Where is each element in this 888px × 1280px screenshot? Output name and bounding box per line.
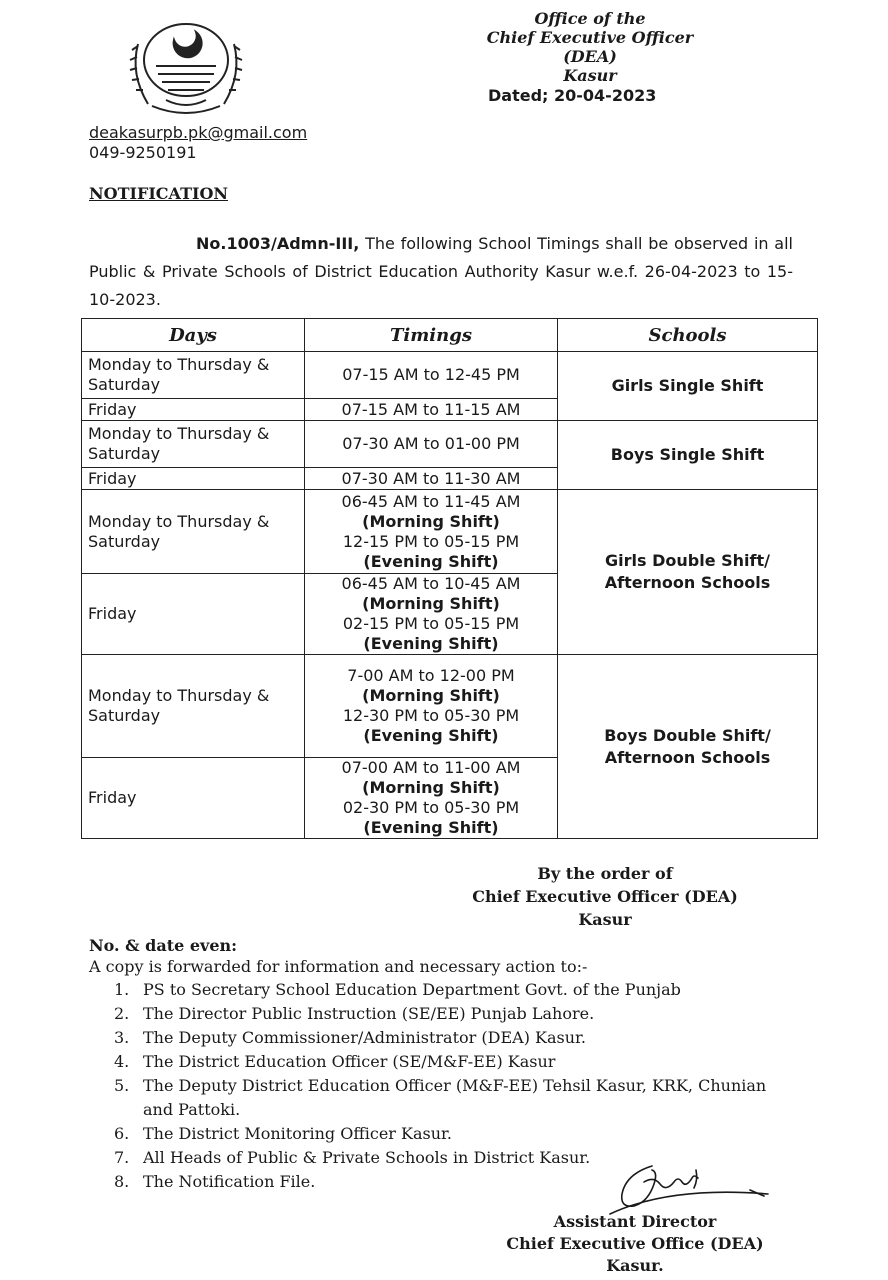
morning-time: 06-45 AM to 11-45 AM — [341, 491, 521, 511]
notification-number: No.1003/Admn-III, — [196, 234, 360, 253]
signature-line-3: Kasur. — [606, 1256, 664, 1275]
header-schools: Schools — [558, 319, 818, 352]
office-header — [460, 9, 720, 85]
notification-heading: NOTIFICATION — [89, 184, 229, 203]
punjab-emblem-icon — [118, 14, 254, 126]
table-header-row — [82, 319, 818, 352]
office-line-1: Office of the — [534, 9, 646, 28]
signature-block — [505, 1211, 765, 1277]
header-timings: Timings — [305, 319, 558, 352]
phone-number: 049-9250191 — [89, 143, 197, 162]
day-cell: Monday to Thursday & Saturday — [82, 490, 305, 574]
table-row — [82, 655, 818, 758]
header-days: Days — [82, 319, 305, 352]
order-block — [460, 862, 750, 931]
order-line-3: Kasur — [578, 910, 632, 929]
email-address: deakasurpb.pk@gmail.com — [89, 123, 308, 142]
order-line-1: By the order of — [537, 864, 673, 883]
day-cell: Friday — [82, 758, 305, 839]
table-row — [82, 352, 818, 399]
evening-time: 12-15 PM to 05-15 PM — [342, 531, 520, 551]
list-item: 1. PS to Secretary School Education Department Govt. of the Punjab — [114, 980, 681, 999]
school-cell: Girls Single Shift — [558, 352, 818, 421]
list-item: 3. The Deputy Commissioner/Administrator (DEA) Kasur. — [114, 1028, 586, 1047]
school-cell — [558, 655, 818, 839]
evening-shift-label: (Evening Shift) — [363, 726, 499, 745]
timing-cell: 07-30 AM to 01-00 PM — [305, 421, 558, 468]
signature-line-1: Assistant Director — [553, 1212, 717, 1231]
number-date-even: No. & date even: — [89, 936, 238, 955]
morning-time: 07-00 AM to 11-00 AM — [341, 758, 521, 777]
timing-cell: 07-30 AM to 11-30 AM — [305, 468, 558, 490]
morning-shift-label: (Morning Shift) — [362, 778, 500, 797]
timing-cell — [305, 758, 558, 839]
list-item: 7. All Heads of Public & Private Schools in District Kasur. — [114, 1148, 591, 1167]
notification-body: The following School Timings shall be observed in all Public & Private Schools of District Education Authority Kasur w.e.f. 26-04-2023 to 15-10-2023. — [89, 234, 793, 309]
evening-time: 02-15 PM to 05-15 PM — [342, 614, 520, 633]
day-cell: Monday to Thursday & Saturday — [82, 655, 305, 758]
signature-line-2: Chief Executive Office (DEA) — [506, 1234, 764, 1253]
evening-time: 12-30 PM to 05-30 PM — [342, 706, 520, 725]
notification-paragraph — [89, 230, 793, 314]
list-item: 5. The Deputy District Education Officer (M&F-EE) Tehsil Kasur, KRK, Chunian and Pattoki. — [114, 1076, 767, 1119]
morning-time: 06-45 AM to 10-45 AM — [341, 574, 521, 593]
evening-shift-label: (Evening Shift) — [363, 551, 499, 571]
school-line-2: Afternoon Schools — [604, 573, 771, 592]
morning-time: 7-00 AM to 12-00 PM — [347, 666, 515, 685]
day-cell: Monday to Thursday & Saturday — [82, 352, 305, 399]
list-item: 8. The Notification File. — [114, 1172, 316, 1191]
morning-shift-label: (Morning Shift) — [362, 594, 500, 613]
school-line-1: Girls Double Shift/ — [605, 551, 770, 570]
timing-cell — [305, 490, 558, 574]
timing-cell — [305, 574, 558, 655]
timing-cell: 07-15 AM to 11-15 AM — [305, 399, 558, 421]
evening-shift-label: (Evening Shift) — [363, 818, 499, 837]
school-cell — [558, 490, 818, 655]
evening-shift-label: (Evening Shift) — [363, 634, 499, 653]
table-row — [82, 421, 818, 468]
school-timings-table — [81, 318, 818, 839]
school-line-1: Boys Double Shift/ — [604, 725, 771, 745]
handwritten-signature-icon — [600, 1160, 770, 1215]
day-cell: Friday — [82, 468, 305, 490]
order-line-2: Chief Executive Officer (DEA) — [472, 887, 738, 906]
copy-forwarded-line: A copy is forwarded for information and necessary action to:- — [89, 957, 588, 976]
office-line-3: Kasur — [563, 66, 617, 85]
school-line-2: Afternoon Schools — [604, 747, 771, 767]
morning-shift-label: (Morning Shift) — [362, 686, 500, 705]
list-item: 2. The Director Public Instruction (SE/EE) Punjab Lahore. — [114, 1004, 595, 1023]
day-cell: Friday — [82, 399, 305, 421]
timing-cell: 07-15 AM to 12-45 PM — [305, 352, 558, 399]
dated-line: Dated; 20-04-2023 — [488, 86, 657, 105]
school-cell: Boys Single Shift — [558, 421, 818, 490]
day-cell: Friday — [82, 574, 305, 655]
timing-cell — [305, 655, 558, 758]
evening-time: 02-30 PM to 05-30 PM — [342, 798, 520, 817]
list-item: 4. The District Education Officer (SE/M&F-EE) Kasur — [114, 1052, 556, 1071]
office-line-2: Chief Executive Officer (DEA) — [486, 28, 694, 66]
day-cell: Monday to Thursday & Saturday — [82, 421, 305, 468]
table-row — [82, 490, 818, 574]
morning-shift-label: (Morning Shift) — [362, 511, 500, 531]
list-item: 6. The District Monitoring Officer Kasur. — [114, 1124, 453, 1143]
